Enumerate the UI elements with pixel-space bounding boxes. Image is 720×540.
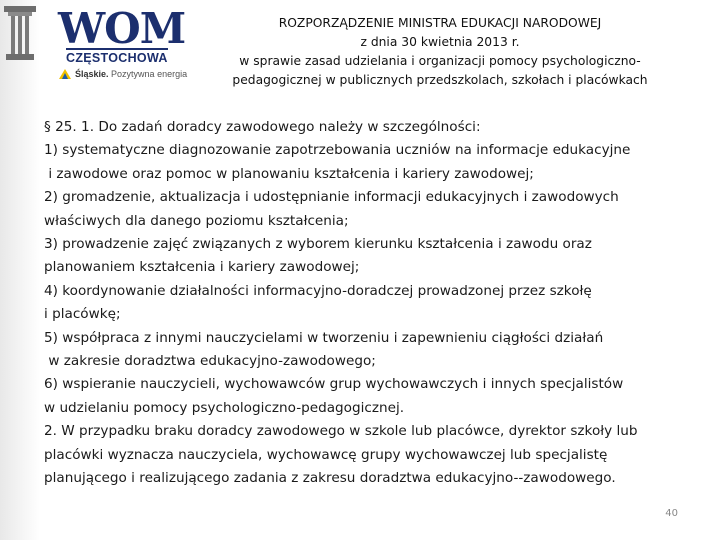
column-pillar-icon [2,4,38,62]
page-number: 40 [665,508,678,519]
logo-wom-text: WOM [58,4,186,53]
header-title: ROZPORZĄDZENIE MINISTRA EDUKACJI NARODOWEJ [278,16,602,30]
slaskie-mark-icon [58,68,72,80]
logo-city-text: CZĘSTOCHOWA [66,48,168,65]
body-line: § 25. 1. Do zadań doradcy zawodowego należy w szczególności: [44,119,481,135]
slaskie-logo [58,68,187,80]
body-line: 2) gromadzenie, aktualizacja i udostępnianie informacji edukacyjnych i zawodowych [44,189,619,206]
body-line: 2. W przypadku braku doradcy zawodowego w szkole lub placówce, dyrektor szkoły lub [44,423,638,440]
body-line: i zawodowe oraz pomoc w planowaniu kształcenia i kariery zawodowej; [44,165,534,182]
body-line: w udzielaniu pomocy psychologiczno-pedagogicznej. [44,399,405,416]
regulation-body [44,116,689,491]
body-line: placówki wyznacza nauczyciela, wychowawcę grupy wychowawczej lub specjalistę [44,446,608,463]
body-line: 6) wspieranie nauczycieli, wychowawców grup wychowawczych i innych specjalistów [44,376,624,393]
header-date: z dnia 30 kwietnia 2013 r. [360,35,520,49]
body-line: planującego i realizującego zadania z zakresu doradztwa edukacyjno--zawodowego. [44,470,616,487]
left-decorative-strip [0,0,40,540]
slaskie-slogan: Pozytywna energia [111,69,188,79]
body-line: 1) systematyczne diagnozowanie zapotrzebowania uczniów na informacje edukacyjne [44,142,631,159]
body-line: i placówkę; [44,306,121,323]
body-line: 4) koordynowanie działalności informacyjno-doradczej prowadzonej przez szkołę [44,282,592,299]
regulation-header [205,14,675,90]
header-subject-line-1: w sprawie zasad udzielania i organizacji pomocy psychologiczno- [239,54,641,68]
slaskie-brand: Śląskie. [75,69,109,79]
body-line: planowaniem kształcenia i kariery zawodowej; [44,259,360,276]
header-subject-line-2: pedagogicznej w publicznych przedszkolach, szkołach i placówkach [232,73,648,87]
body-line: właściwych dla danego poziomu kształcenia; [44,212,349,229]
body-line: 3) prowadzenie zajęć związanych z wyborem kierunku kształcenia i zawodu oraz [44,236,592,253]
body-line: 5) współpraca z innymi nauczycielami w tworzeniu i zapewnieniu ciągłości działań [44,329,604,346]
body-line: w zakresie doradztwa edukacyjno-zawodowego; [44,353,376,370]
wom-logo [52,4,192,84]
